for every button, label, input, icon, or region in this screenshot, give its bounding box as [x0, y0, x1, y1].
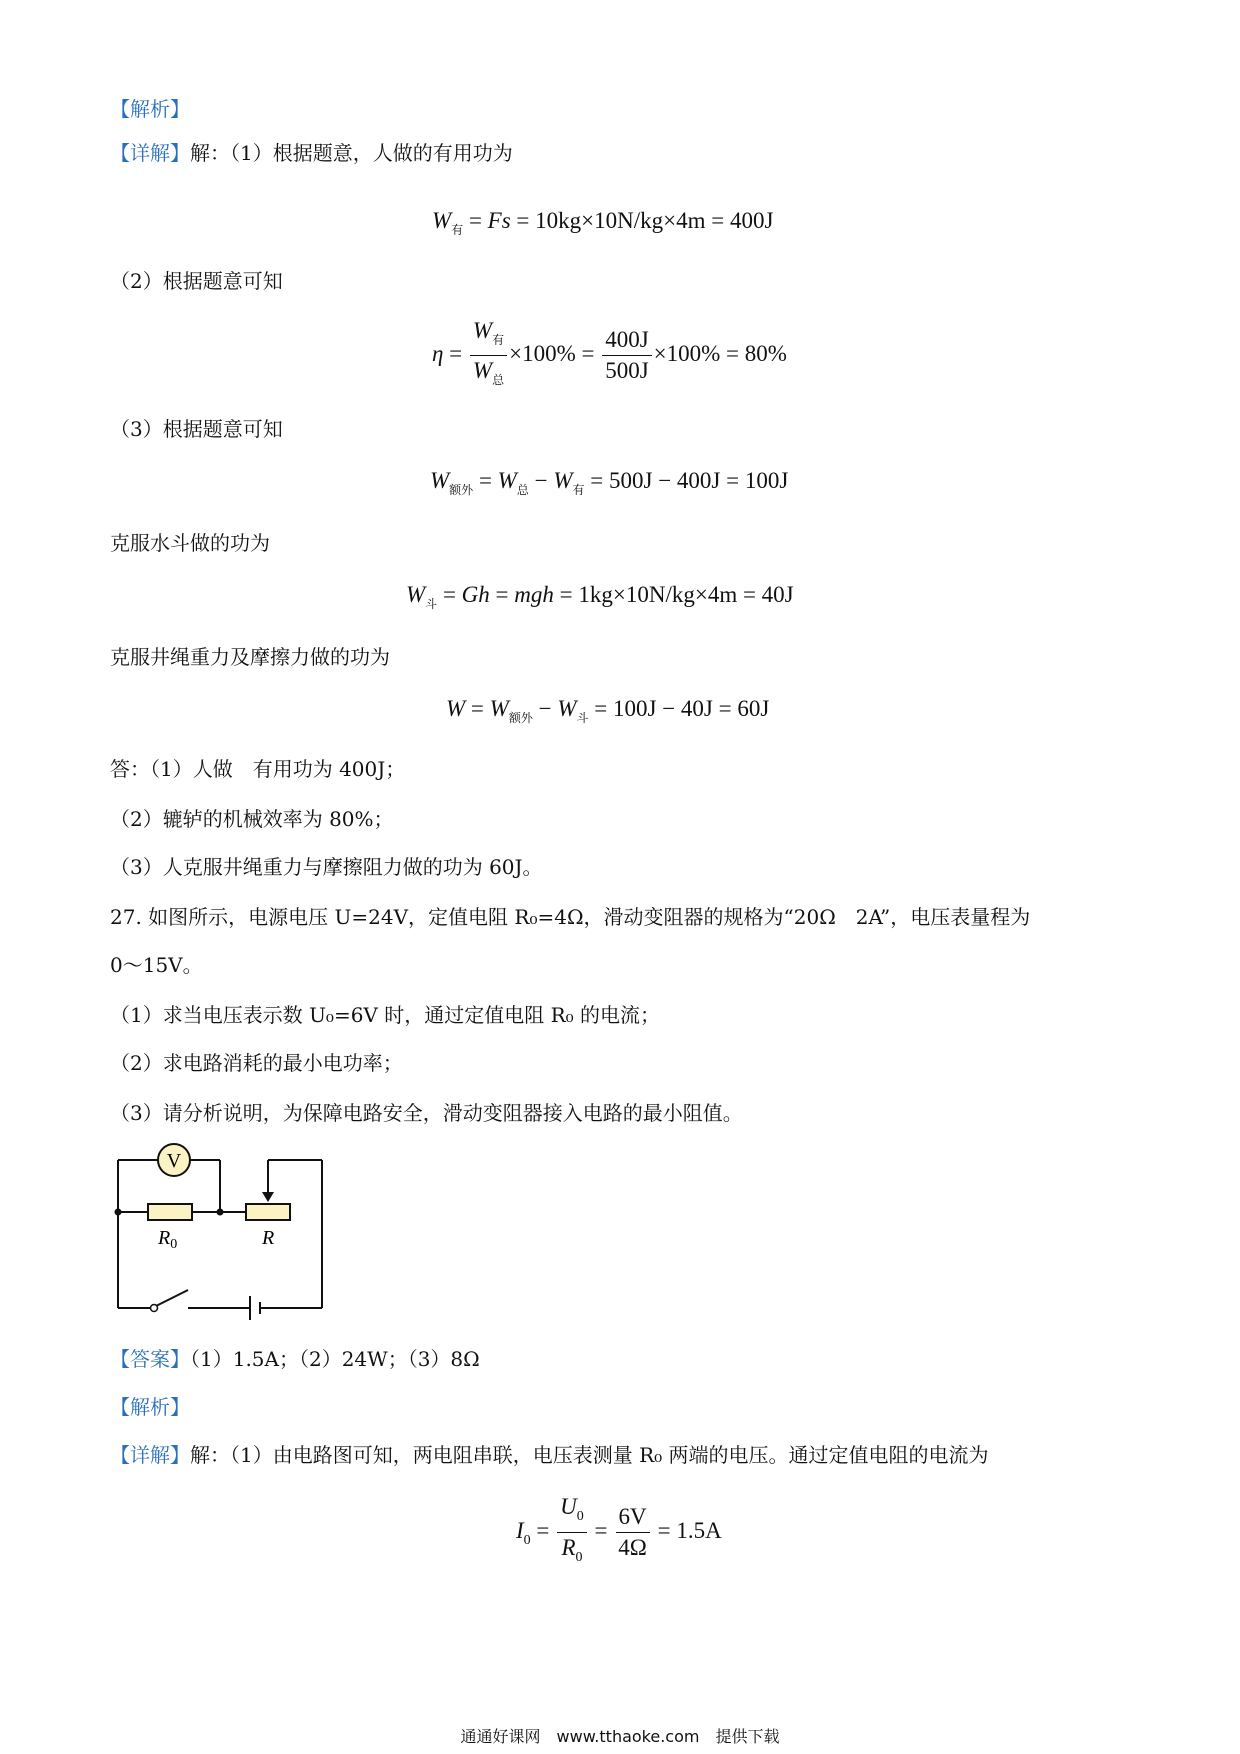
eq1-tail: = 10kg×10N/kg×4m = 400J [510, 208, 774, 233]
circuit-diagram [100, 1140, 330, 1320]
eq4-mid2: = [489, 582, 515, 607]
r0-label: $R_0$ [158, 1227, 178, 1252]
eq6-I-sub: 0 [523, 1532, 531, 1548]
eq6-I: I [516, 1517, 524, 1543]
eq4-sub1: 斗 [425, 597, 438, 611]
detail-intro: 解：（1）根据题意，人做的有用功为 [190, 141, 513, 165]
eq3-W2: W [497, 468, 517, 493]
detail-line-2 [110, 1442, 989, 1468]
eq2-eq: = [443, 340, 468, 366]
eq3-W3: W [553, 468, 573, 493]
problem27-line1: 27. 如图所示，电源电压 U=24V，定值电阻 R₀=4Ω，滑动变阻器的规格为“20Ω 2A”，电压表量程为 [110, 905, 1031, 929]
answer-line [110, 1346, 480, 1372]
eq1-eq: = [463, 208, 488, 233]
eq6-eq: = [530, 1517, 556, 1543]
eq4-W: W [406, 582, 426, 607]
eq5-sub3: 斗 [576, 711, 589, 725]
eq1-Fs: Fs [487, 208, 511, 233]
answer-line-2: （2）辘轳的机械效率为 80%； [110, 807, 394, 831]
analysis-tag-2: 【解析】 [110, 1395, 190, 1419]
eq2-den-W: W [472, 358, 493, 383]
eq2-frac1 [470, 318, 507, 393]
eq6-den1: R [561, 1535, 576, 1560]
eq4-Gh: Gh [461, 582, 490, 607]
eq4-tail: = 1kg×10N/kg×4m = 40J [553, 582, 794, 607]
switch-blade [156, 1290, 188, 1306]
eq3-W: W [430, 468, 450, 493]
eq6-den1-sub: 0 [575, 1550, 583, 1565]
eq2-num-W: W [472, 318, 493, 343]
eq1-sub: 有 [451, 223, 464, 237]
resistor-r0 [148, 1204, 192, 1220]
eq2-frac2 [602, 327, 651, 384]
problem27-q2: （2）求电路消耗的最小电功率； [110, 1051, 403, 1075]
eq2-tail: ×100% = 80% [653, 340, 787, 366]
detail-line [110, 140, 513, 166]
eq6-num2: 6V [616, 1504, 650, 1533]
eq5-W2: W [489, 696, 509, 721]
eq3-sub3: 有 [572, 483, 585, 497]
r-label: R [262, 1227, 275, 1249]
voltmeter-label: V [166, 1150, 182, 1172]
junction-mid [217, 1209, 224, 1216]
answer-text: （1）1.5A；（2）24W；（3）8Ω [190, 1347, 480, 1371]
eq2-den-sub: 总 [492, 373, 505, 387]
answer-line-1: 答：（1）人做 有用功为 400J； [110, 757, 406, 781]
eq6-tail: = 1.5A [651, 1517, 722, 1543]
equation-extra-work [430, 468, 788, 498]
switch-pivot [151, 1305, 158, 1312]
detail-tag-2: 【详解】 [110, 1443, 190, 1467]
eq5-mid2: − [532, 696, 558, 721]
part3-label: （3）根据题意可知 [110, 417, 283, 441]
eq6-num1-sub: 0 [576, 1509, 584, 1524]
answer-tag: 【答案】 [110, 1347, 190, 1371]
eq2-times: ×100% = [509, 340, 601, 366]
eq2-eta: η [432, 340, 444, 366]
eq4-mgh: mgh [514, 582, 554, 607]
eq5-mid1: = [465, 696, 490, 721]
overcome-rope-text: 克服井绳重力及摩擦力做的功为 [110, 645, 390, 669]
problem27-q3: （3）请分析说明，为保障电路安全，滑动变阻器接入电路的最小阻值。 [110, 1101, 743, 1125]
equation-efficiency [432, 318, 787, 393]
detail-tag: 【详解】 [110, 141, 190, 165]
eq3-mid1: = [473, 468, 498, 493]
eq2-num-sub: 有 [492, 333, 505, 347]
eq5-tail: = 100J − 40J = 60J [588, 696, 770, 721]
detail-text-2: 解：（1）由电路图可知，两电阻串联，电压表测量 R₀ 两端的电压。通过定值电阻的电流为 [190, 1443, 989, 1467]
problem27-line2: 0～15V。 [110, 953, 203, 977]
answer-line-3: （3）人克服井绳重力与摩擦阻力做的功为 60J。 [110, 855, 543, 879]
page-footer: 通通好课网 www.tthaoke.com 提供下载 [460, 1727, 780, 1746]
eq5-W3: W [557, 696, 577, 721]
eq2-num2: 400J [602, 327, 651, 356]
analysis-tag: 【解析】 [110, 97, 190, 121]
eq4-mid1: = [437, 582, 462, 607]
overcome-bucket-text: 克服水斗做的功为 [110, 531, 270, 555]
eq6-den2: 4Ω [618, 1535, 647, 1560]
eq6-frac2 [615, 1504, 650, 1561]
eq3-mid2: − [528, 468, 554, 493]
eq6-num1: U [560, 1494, 577, 1519]
part2-label: （2）根据题意可知 [110, 269, 283, 293]
problem27-q1: （1）求当电压表示数 U₀=6V 时，通过定值电阻 R₀ 的电流； [110, 1003, 661, 1027]
eq6-frac1 [557, 1494, 587, 1571]
eq3-sub1: 额外 [449, 483, 474, 497]
slider-arrow-icon [262, 1192, 274, 1202]
equation-rope-work [446, 696, 769, 726]
eq3-tail: = 500J − 400J = 100J [584, 468, 789, 493]
equation-bucket-work [406, 582, 794, 612]
eq2-den2: 500J [605, 358, 649, 383]
eq6-eq2: = [588, 1517, 614, 1543]
equation-current [516, 1494, 722, 1571]
eq1-W: W [432, 208, 452, 233]
resistor-r [246, 1204, 290, 1220]
equation-useful-work [432, 208, 773, 238]
junction-left [115, 1209, 122, 1216]
eq3-sub2: 总 [516, 483, 529, 497]
eq5-W: W [446, 696, 466, 721]
eq5-sub2: 额外 [508, 711, 533, 725]
